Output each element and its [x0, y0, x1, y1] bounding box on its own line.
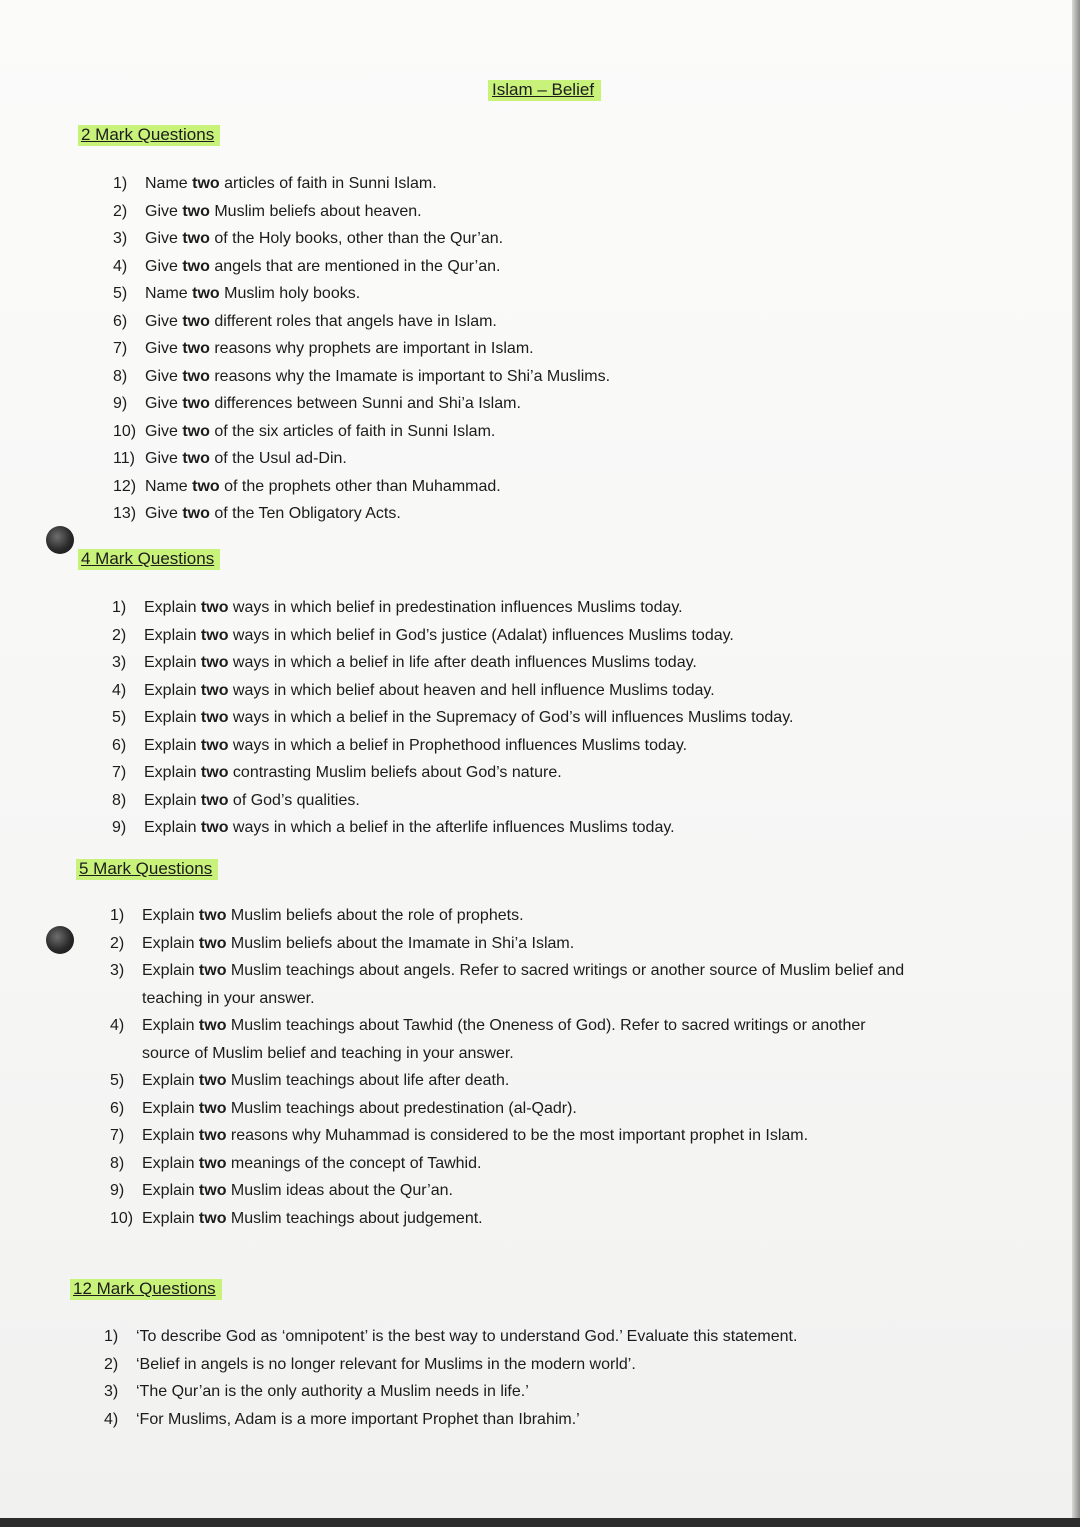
question-item: 3) ‘The Qur’an is the only authority a Muslim needs in life.’ — [104, 1383, 529, 1400]
question-item: 6) Give two different roles that angels have in Islam. — [113, 312, 497, 330]
question-item: 7) Explain two reasons why Muhammad is considered to be the most important prophet in Islam. — [110, 1127, 809, 1144]
question-item: 13) Give two of the Ten Obligatory Acts. — [113, 505, 401, 522]
question-list-2-mark — [113, 170, 610, 528]
section-heading-2-mark: 2 Mark Questions — [78, 125, 220, 146]
question-item: 1) Explain two ways in which belief in predestination influences Muslims today. — [112, 599, 683, 616]
question-item: 1) Name two articles of faith in Sunni Islam. — [113, 175, 437, 192]
question-item: 4) Give two angels that are mentioned in the Qur’an. — [113, 257, 501, 275]
question-item: 10) Give two of the six articles of faith in Sunni Islam. — [113, 422, 496, 440]
question-item: 8) Explain two of God’s qualities. — [112, 791, 360, 809]
paper-right-edge — [1072, 0, 1080, 1527]
question-item: 6) Explain two Muslim teachings about predestination (al-Qadr). — [110, 1099, 577, 1117]
question-item: 11) Give two of the Usul ad-Din. — [113, 450, 347, 467]
paper-bottom-edge — [0, 1518, 1080, 1527]
question-item: 2) Explain two Muslim beliefs about the Imamate in Shi’a Islam. — [110, 934, 575, 952]
question-item: 12) Name two of the prophets other than Muhammad. — [113, 477, 501, 495]
question-item: 3) Give two of the Holy books, other than the Qur’an. — [113, 230, 504, 247]
question-item: 2) ‘Belief in angels is no longer relevant for Muslims in the modern world’. — [104, 1355, 636, 1373]
question-item: 2) Give two Muslim beliefs about heaven. — [113, 202, 422, 220]
question-item: 5) Explain two ways in which a belief in the Supremacy of God’s will influences Muslims today. — [112, 709, 794, 726]
question-item: 8) Give two reasons why the Imamate is important to Shi’a Muslims. — [113, 367, 611, 385]
question-item: 3) Explain two ways in which a belief in life after death influences Muslims today. — [112, 654, 697, 671]
page-title: Islam – Belief — [488, 80, 601, 101]
question-item: 4) Explain two Muslim teachings about Tawhid (the Oneness of God). Refer to sacred writings or another source of Muslim belief and teaching in your answer. — [110, 1017, 866, 1062]
question-item: 3) Explain two Muslim teachings about angels. Refer to sacred writings or another source of Muslim belief and teaching in your answer. — [110, 962, 905, 1007]
question-item: 7) Give two reasons why prophets are important in Islam. — [113, 340, 534, 357]
section-heading-5-mark: 5 Mark Questions — [76, 859, 218, 880]
punch-hole-bottom — [46, 926, 74, 954]
question-item: 1) Explain two Muslim beliefs about the role of prophets. — [110, 907, 524, 924]
question-item: 10) Explain two Muslim teachings about judgement. — [110, 1209, 483, 1227]
question-list-12-mark — [104, 1323, 797, 1433]
punch-hole-top — [46, 526, 74, 554]
question-list-4-mark — [112, 594, 793, 842]
section-heading-12-mark: 12 Mark Questions — [70, 1279, 222, 1300]
question-list-5-mark — [110, 902, 904, 1232]
question-item: 6) Explain two ways in which a belief in Prophethood influences Muslims today. — [112, 736, 688, 754]
question-item: 4) Explain two ways in which belief about heaven and hell influence Muslims today. — [112, 681, 715, 699]
question-item: 1) ‘To describe God as ‘omnipotent’ is the best way to understand God.’ Evaluate this statement. — [104, 1328, 798, 1345]
question-item: 7) Explain two contrasting Muslim beliefs about God’s nature. — [112, 764, 562, 781]
question-item: 4) ‘For Muslims, Adam is a more important Prophet than Ibrahim.’ — [104, 1410, 580, 1428]
question-item: 9) Explain two Muslim ideas about the Qur’an. — [110, 1182, 453, 1199]
question-item: 5) Explain two Muslim teachings about life after death. — [110, 1072, 510, 1089]
section-heading-4-mark: 4 Mark Questions — [78, 549, 220, 570]
question-item: 8) Explain two meanings of the concept of Tawhid. — [110, 1154, 482, 1172]
question-item: 9) Give two differences between Sunni and Shi’a Islam. — [113, 395, 521, 412]
question-item: 9) Explain two ways in which a belief in the afterlife influences Muslims today. — [112, 819, 675, 836]
question-item: 2) Explain two ways in which belief in God’s justice (Adalat) influences Muslims today. — [112, 626, 734, 644]
question-item: 5) Name two Muslim holy books. — [113, 285, 361, 302]
